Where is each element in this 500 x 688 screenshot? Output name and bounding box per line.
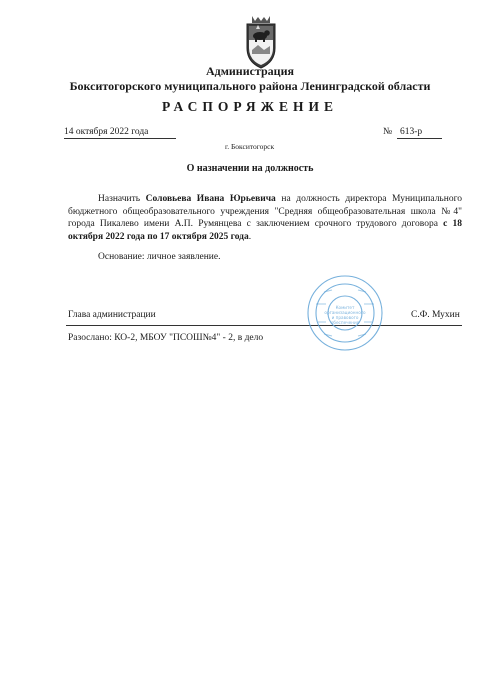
- order-body: [68, 193, 462, 243]
- official-stamp: [306, 274, 384, 352]
- coat-of-arms-icon: [236, 14, 286, 70]
- body-text: на должность директора Муниципального бюджетного общеобразовательного учреждения "Средняя общеобразовательная школа №4" города Пикалево имени А.П. Румянцева с заключением срочного трудового договора: [68, 194, 463, 230]
- org-name-line2: Бокситогорского муниципального района Ленинградской области: [69, 79, 431, 93]
- signatory-name: С.Ф. Мухин: [411, 310, 460, 320]
- body-end: .: [248, 231, 252, 242]
- body-verb: Назначить: [98, 194, 141, 204]
- svg-text:обеспечения: обеспечения: [330, 320, 360, 325]
- distribution-list: Разослано: КО-2, МБОУ "ПСОШ№4" - 2, в дело: [68, 333, 264, 343]
- signatory-title: Глава администрации: [68, 310, 156, 320]
- org-name-line1: Администрация: [205, 64, 294, 78]
- contract-period: с 18 октября 2022 года по 17 октября 2025 года: [68, 219, 463, 242]
- document-date: 14 октября 2022 года: [64, 127, 176, 139]
- svg-text:и правового: и правового: [331, 315, 359, 320]
- svg-text:организационного: организационного: [324, 310, 366, 315]
- appointee-name: Соловьева Ивана Юрьевича: [145, 194, 276, 204]
- signature-rule: [66, 325, 462, 326]
- document-number: 613-р: [397, 127, 442, 139]
- number-sign: №: [383, 127, 393, 137]
- svg-text:Комитет: Комитет: [335, 305, 355, 310]
- document-city: г. Бокситогорск: [225, 142, 275, 151]
- basis-line: Основание: личное заявление.: [98, 252, 221, 262]
- document-subject: О назначении на должность: [186, 163, 314, 174]
- document-type: РАСПОРЯЖЕНИЕ: [161, 99, 339, 114]
